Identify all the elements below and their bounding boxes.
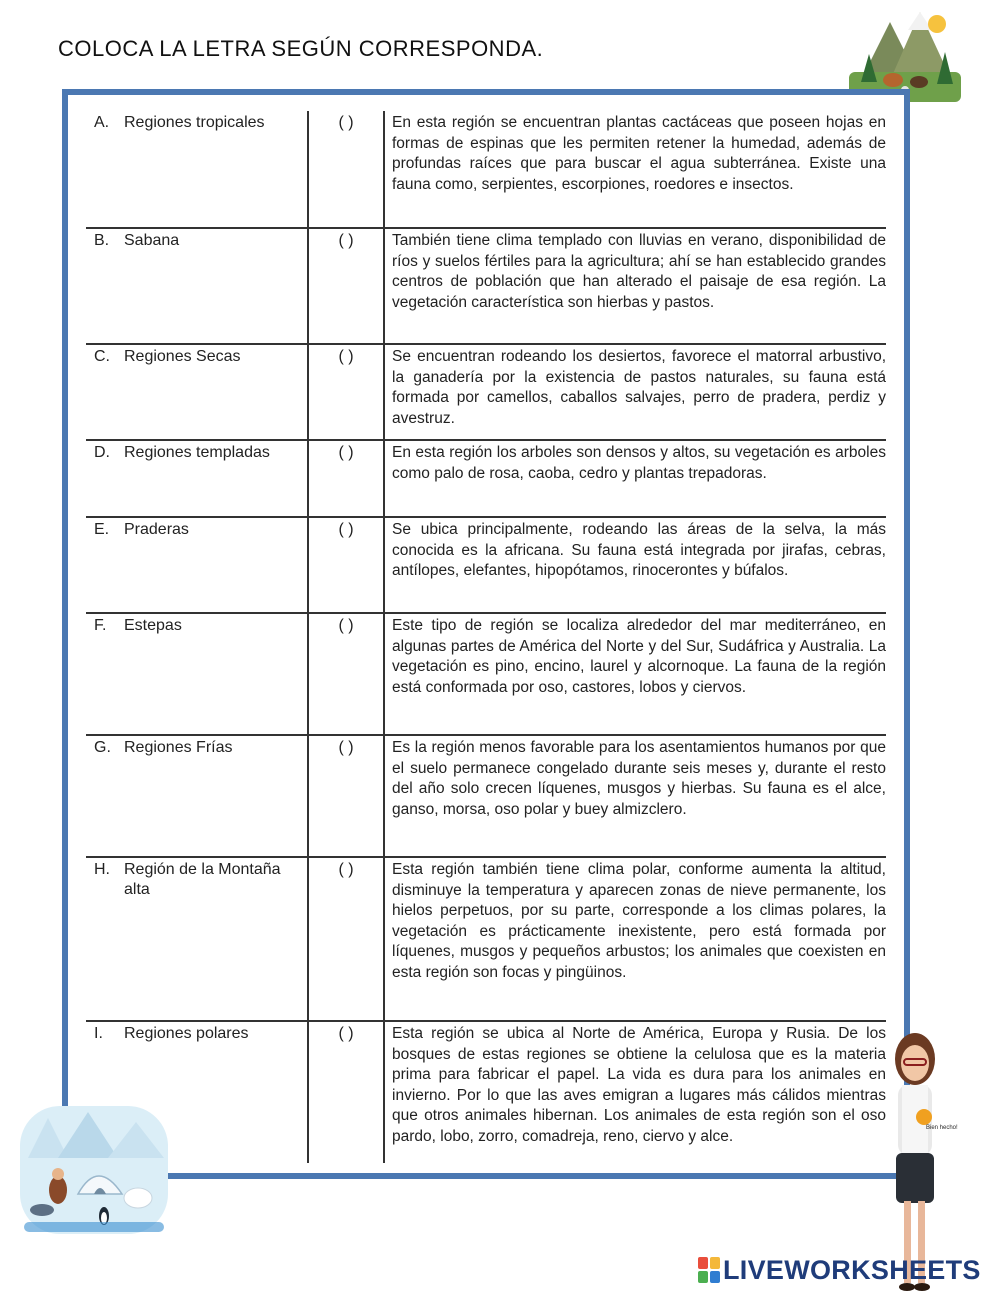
region-label: H. Región de la Montaña alta bbox=[94, 861, 281, 898]
table-row bbox=[86, 109, 886, 225]
row-divider bbox=[86, 734, 886, 736]
table-row bbox=[86, 734, 886, 854]
igloo-penguins-illustration-icon bbox=[18, 1098, 170, 1244]
answer-field[interactable]: ( ) bbox=[338, 861, 354, 878]
liveworksheets-logo-icon bbox=[698, 1257, 720, 1283]
table-row bbox=[86, 612, 886, 732]
region-label: A. Regiones tropicales bbox=[94, 114, 265, 131]
answer-field[interactable]: ( ) bbox=[338, 114, 354, 131]
answer-field[interactable]: ( ) bbox=[338, 444, 354, 461]
brand-name: LIVEWORKSHEETS bbox=[723, 1254, 981, 1285]
table-row bbox=[86, 439, 886, 515]
region-description: Se ubica principalmente, rodeando las áreas de la selva, la más conocida es la africana. Su fauna está integrada por jirafas, cebras, antílopes, elefantes, hipopótamos, rinocerontes y búfalos. bbox=[392, 521, 886, 580]
region-label: F. Estepas bbox=[94, 617, 182, 634]
row-divider bbox=[86, 343, 886, 345]
page-title: COLOCA LA LETRA SEGÚN CORRESPONDA. bbox=[58, 36, 544, 61]
table-row bbox=[86, 856, 886, 1018]
row-divider bbox=[86, 1020, 886, 1022]
region-description: Este tipo de región se localiza alrededor del mar mediterráneo, en algunas partes de América del Norte y del Sur, Sudáfrica y Australia. La vegetación es pino, encino, laurel y alcornoque. La fauna de la región está conformada por oso, castores, lobos y ciervos. bbox=[392, 617, 886, 696]
region-label: G. Regiones Frías bbox=[94, 739, 233, 756]
region-description: También tiene clima templado con lluvias en verano, disponibilidad de ríos y suelos fértiles para la agricultura; ahí se han establecido grandes centros de población que han alterado el paisaje de esa región. La vegetación característica son hierbas y pastos. bbox=[392, 232, 886, 311]
row-divider bbox=[86, 612, 886, 614]
region-description: En esta región se encuentran plantas cactáceas que poseen hojas en formas de espinas que les permiten retener la humedad, además de profundas raíces que para buscar el agua subterránea. Existe una fauna como, serpientes, escorpiones, roedores e insectos. bbox=[392, 114, 886, 193]
answer-field[interactable]: ( ) bbox=[338, 739, 354, 756]
region-label: C. Regiones Secas bbox=[94, 348, 241, 365]
table-row bbox=[86, 343, 886, 437]
region-description: En esta región los arboles son densos y altos, su vegetación es arboles como palo de rosa, caoba, cedro y plantas trepadoras. bbox=[392, 444, 886, 482]
region-description: Esta región se ubica al Norte de América, Europa y Rusia. De los bosques de estas regiones se obtiene la celulosa que es la materia prima para fabricar el papel. La vida es dura para los animales en invierno. Por lo que las aves emigran a lugares más cálidos mientras que otros animales hibernan. Los animales de esta región son el oso pardo, lobo, zorro, comadreja, reno, ciervo y alce. bbox=[392, 1025, 886, 1145]
table-row bbox=[86, 1020, 886, 1170]
row-divider bbox=[86, 439, 886, 441]
region-description: Esta región también tiene clima polar, conforme aumenta la altitud, disminuye la temperatura y aparecen zonas de nieve permanente, los hielos perpetuos, por su parte, corresponde a los climas polares, la vegetación es prácticamente inexistente, pero está formada por líquenes, musgos y pequeños arbustos; los animales que coexisten en esta región son focas y pingüinos. bbox=[392, 861, 886, 981]
answer-field[interactable]: ( ) bbox=[338, 1025, 354, 1042]
table-row bbox=[86, 516, 886, 610]
region-label: I. Regiones polares bbox=[94, 1025, 249, 1042]
region-label: B. Sabana bbox=[94, 232, 180, 249]
row-divider bbox=[86, 856, 886, 858]
answer-field[interactable]: ( ) bbox=[338, 617, 354, 634]
answer-field[interactable]: ( ) bbox=[338, 232, 354, 249]
matching-table bbox=[62, 89, 910, 1179]
row-divider bbox=[86, 227, 886, 229]
region-label: D. Regiones templadas bbox=[94, 444, 270, 461]
region-description: Es la región menos favorable para los asentamientos humanos por que el suelo permanece congelado durante seis meses y, durante el resto del año solo crecen líquenes, musgos y hierbas. Su fauna es el alce, ganso, morsa, oso polar y buey almizclero. bbox=[392, 739, 886, 818]
liveworksheets-logo bbox=[698, 1254, 981, 1286]
row-divider bbox=[86, 516, 886, 518]
region-label: E. Praderas bbox=[94, 521, 189, 538]
answer-field[interactable]: ( ) bbox=[338, 348, 354, 365]
answer-field[interactable]: ( ) bbox=[338, 521, 354, 538]
table-row bbox=[86, 227, 886, 341]
region-description: Se encuentran rodeando los desiertos, favorece el matorral arbustivo, la ganadería por la existencia de pastos naturales, su fauna está formada por camellos, caballos salvajes, perro de pradera, perdiz y avestruz. bbox=[392, 348, 886, 427]
teacher-badge-text: Bien hecho! bbox=[926, 1125, 958, 1131]
